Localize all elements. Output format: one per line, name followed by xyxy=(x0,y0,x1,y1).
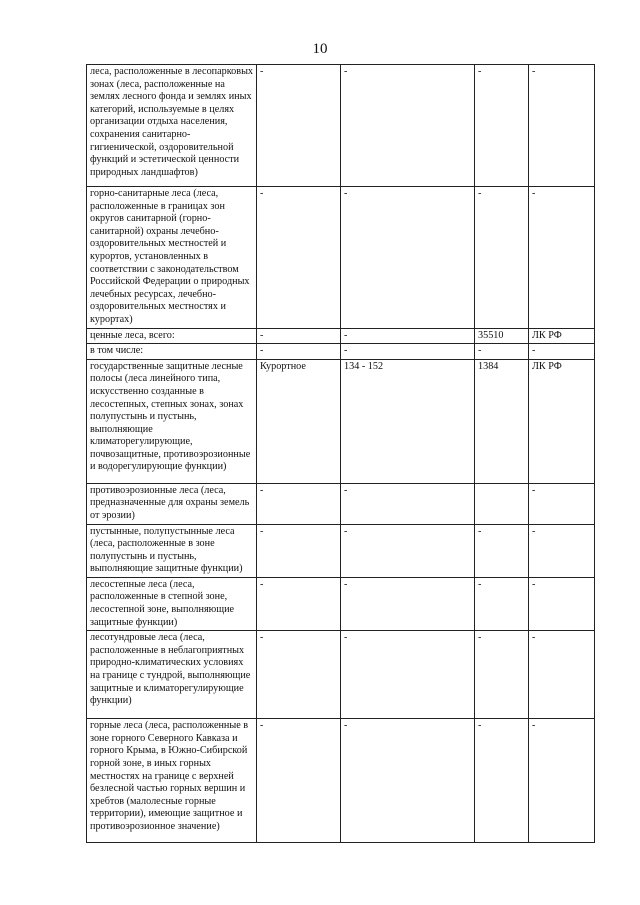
area-cell: - xyxy=(475,631,529,719)
basis-cell: - xyxy=(529,524,595,577)
category-cell: горные леса (леса, расположенные в зоне горного Северного Кавказа и горного Крыма, в Южно-Сибирской горной зоне, в иных горных местностях на границе с верхней безлесной частью горных вершин и хребтов (малолесные горные территории), имеющие защитное и противоэрозионное значение) xyxy=(87,719,257,843)
forestry-cell: - xyxy=(257,328,341,344)
quarters-cell: - xyxy=(341,65,475,187)
forestry-cell: - xyxy=(257,344,341,360)
basis-cell: ЛК РФ xyxy=(529,359,595,483)
basis-cell: - xyxy=(529,483,595,524)
table-row xyxy=(87,328,595,344)
area-cell: 1384 xyxy=(475,359,529,483)
page-number: 10 xyxy=(312,41,328,57)
category-cell: леса, расположенные в лесопарковых зонах (леса, расположенные на землях лесного фонда и землях иных категорий, используемые в целях организации отдыха населения, сохранения санитарно-гигиенической, оздоровительной функций и эстетической ценности природных ландшафтов) xyxy=(87,65,257,187)
category-cell: лесостепные леса (леса, расположенные в степной зоне, лесостепной зоне, выполняющие защитные функции) xyxy=(87,577,257,630)
category-cell: лесотундровые леса (леса, расположенные в неблагоприятных природно-климатических условиях на границе с тундрой, выполняющие защитные и климаторегулирующие функции) xyxy=(87,631,257,719)
table-row xyxy=(87,187,595,329)
category-cell: государственные защитные лесные полосы (леса линейного типа, искусственно созданные в лесостепных, степных зонах, зонах полупустынь и пустынь, выполняющие климаторегулирующие, почвозащитные, противоэрозионные и водорегулирующие функции) xyxy=(87,359,257,483)
basis-cell: - xyxy=(529,344,595,360)
table-row xyxy=(87,577,595,630)
category-cell: горно-санитарные леса (леса, расположенные в границах зон округов санитарной (горно-санитарной) охраны лечебно-оздоровительных местностей и курортов, установленных в соответствии с законодательством Российской Федерации о природных лечебных ресурсах, лечебно-оздоровительных местностях и курортах) xyxy=(87,187,257,329)
basis-cell: - xyxy=(529,577,595,630)
forestry-cell: - xyxy=(257,65,341,187)
area-cell: - xyxy=(475,719,529,843)
table-row xyxy=(87,344,595,360)
table-row xyxy=(87,359,595,483)
table-row xyxy=(87,65,595,187)
quarters-cell: - xyxy=(341,524,475,577)
basis-cell: - xyxy=(529,65,595,187)
quarters-cell: - xyxy=(341,328,475,344)
basis-cell: - xyxy=(529,719,595,843)
area-cell: - xyxy=(475,524,529,577)
area-cell: - xyxy=(475,344,529,360)
basis-cell: - xyxy=(529,631,595,719)
forestry-cell: - xyxy=(257,719,341,843)
table-row xyxy=(87,631,595,719)
table-row xyxy=(87,719,595,843)
quarters-cell: - xyxy=(341,344,475,360)
area-cell xyxy=(475,483,529,524)
basis-cell: - xyxy=(529,187,595,329)
forestry-cell: - xyxy=(257,483,341,524)
category-cell: пустынные, полупустынные леса (леса, расположенные в зоне полупустынь и пустынь, выполняющие защитные функции) xyxy=(87,524,257,577)
table-row xyxy=(87,483,595,524)
forestry-cell: Курортное xyxy=(257,359,341,483)
quarters-cell: - xyxy=(341,187,475,329)
quarters-cell: - xyxy=(341,631,475,719)
quarters-cell: - xyxy=(341,577,475,630)
area-cell: - xyxy=(475,187,529,329)
basis-cell: ЛК РФ xyxy=(529,328,595,344)
protective-forests-table xyxy=(86,64,595,843)
area-cell: - xyxy=(475,65,529,187)
category-cell: ценные леса, всего: xyxy=(87,328,257,344)
forestry-cell: - xyxy=(257,577,341,630)
quarters-cell: - xyxy=(341,483,475,524)
area-cell: - xyxy=(475,577,529,630)
category-cell: в том числе: xyxy=(87,344,257,360)
category-cell: противоэрозионные леса (леса, предназначенные для охраны земель от эрозии) xyxy=(87,483,257,524)
forestry-cell: - xyxy=(257,631,341,719)
forestry-cell: - xyxy=(257,524,341,577)
table-row xyxy=(87,524,595,577)
area-cell: 35510 xyxy=(475,328,529,344)
quarters-cell: 134 - 152 xyxy=(341,359,475,483)
quarters-cell: - xyxy=(341,719,475,843)
forestry-cell: - xyxy=(257,187,341,329)
